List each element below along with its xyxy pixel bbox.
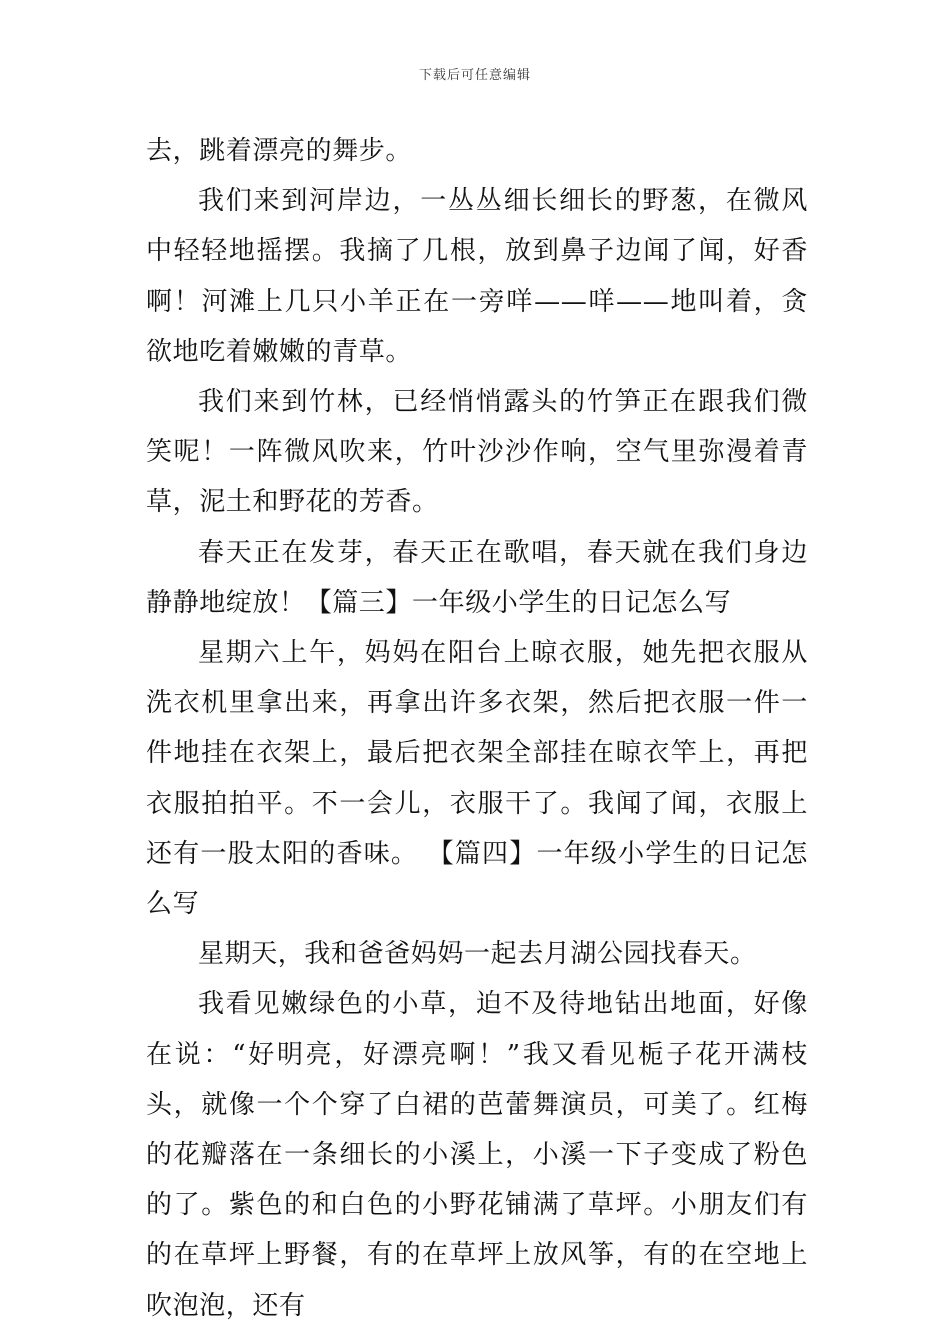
page-header: 下载后可任意编辑 bbox=[418, 68, 531, 83]
paragraph: 去，跳着漂亮的舞步。 bbox=[146, 136, 413, 166]
paragraph: 我们来到河岸边，一丛丛细长细长的野葱，在微风中轻轻地摇摆。我摘了几根，放到鼻子边闻了闻，好香啊！河滩上几只小羊正在一旁咩——咩——地叫着，贪欲地吃着嫩嫩的青草。 bbox=[146, 186, 808, 367]
paragraph: 我看见嫩绿色的小草，迫不及待地钻出地面，好像在说：“好明亮，好漂亮啊！”我又看见栀子花开满枝头，就像一个个穿了白裙的芭蕾舞演员，可美了。红梅的花瓣落在一条细长的小溪上，小溪一下子变成了粉色的了。紫色的和白色的小野花铺满了草坪。小朋友们有的在草坪上野餐，有的在草坪上放风筝，有的在空地上吹泡泡，还有 bbox=[146, 989, 809, 1321]
paragraph: 春天正在发芽，春天正在歌唱，春天就在我们身边静静地绽放！【篇三】一年级小学生的日记怎么写 bbox=[146, 537, 808, 618]
paragraph: 星期六上午，妈妈在阳台上晾衣服，她先把衣服从洗衣机里拿出来，再拿出许多衣架，然后把衣服一件一件地挂在衣架上，最后把衣架全部挂在晾衣竿上，再把衣服拍拍平。不一会儿，衣服干了。我闻了闻，衣服上还有一股太阳的香味。 【篇四】一年级小学生的日记怎么写 bbox=[146, 638, 808, 920]
paragraph: 星期天，我和爸爸妈妈一起去月湖公园找春天。 bbox=[198, 939, 757, 970]
paragraph: 我们来到竹林，已经悄悄露头的竹笋正在跟我们微笑呢！一阵微风吹来，竹叶沙沙作响，空气里弥漫着青草，泥土和野花的芳香。 bbox=[146, 387, 808, 518]
document-body bbox=[146, 126, 808, 1331]
